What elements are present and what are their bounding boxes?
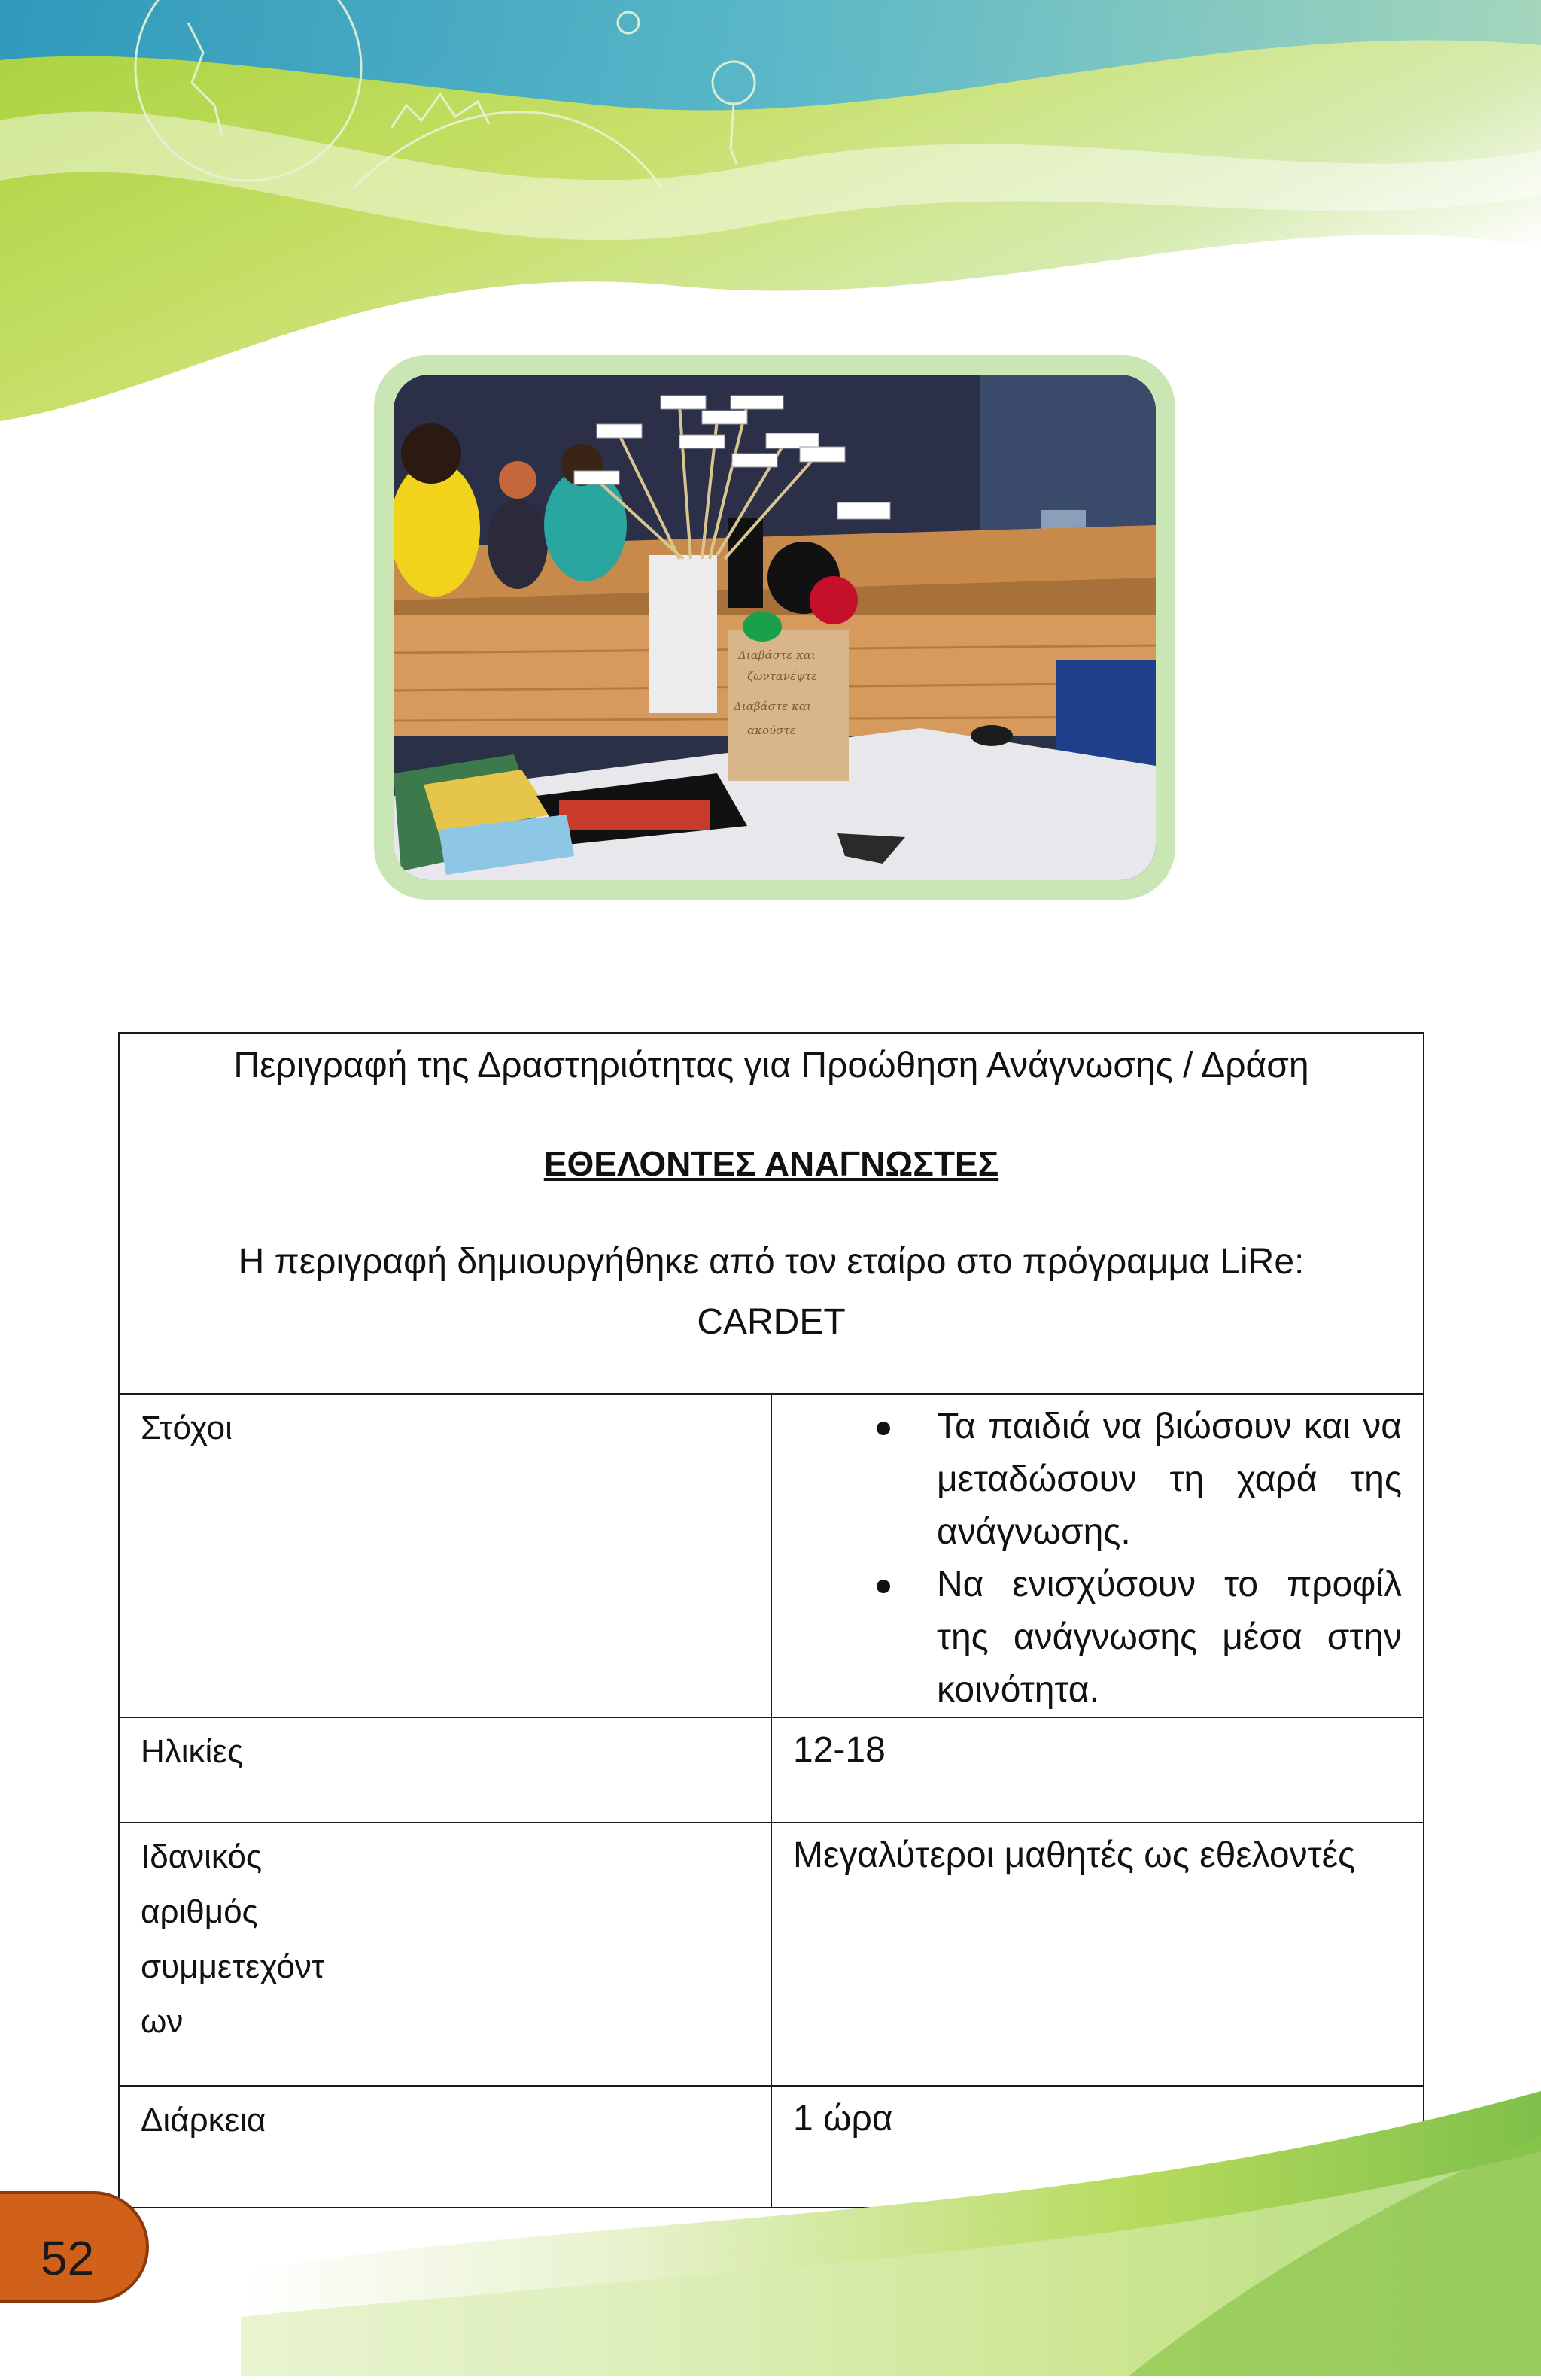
bullet-icon bbox=[877, 1422, 890, 1435]
activity-subtitle: Περιγραφή της Δραστηριότητας για Προώθηση Ανάγνωσης / Δράση bbox=[233, 1046, 1309, 1085]
label-line: Ιδανικός bbox=[141, 1838, 263, 1875]
ideal-participants-value: Μεγαλύτεροι μαθητές ως εθελοντές bbox=[771, 1823, 1424, 2086]
activity-header-cell bbox=[119, 1033, 1424, 1394]
goals-value bbox=[771, 1394, 1424, 1717]
activity-title: ΕΘΕΛΟΝΤΕΣ ΑΝΑΓΝΩΣΤΕΣ bbox=[543, 1144, 999, 1183]
box-sign-2: ζωντανέψτε bbox=[747, 669, 818, 683]
photo-frame bbox=[374, 355, 1175, 900]
bottom-decorative-banner bbox=[0, 2031, 1541, 2376]
goals-list bbox=[793, 1401, 1402, 1717]
page-number: 52 bbox=[41, 2231, 95, 2285]
source-line-1: Η περιγραφή δημιουργήθηκε από τον εταίρο στο πρόγραμμα LiRe: bbox=[238, 1242, 1305, 1282]
duration-value: 1 ώρα bbox=[771, 2086, 1424, 2208]
label-line: συμμετεχόντ bbox=[141, 1948, 325, 1985]
list-item bbox=[793, 1559, 1402, 1717]
box-sign-1: Διαβάστε και bbox=[738, 648, 816, 662]
activity-source-description bbox=[120, 1232, 1423, 1352]
goal-text: Τα παιδιά να βιώσουν και να μεταδώσουν τη χαρά της ανάγνωσης. bbox=[937, 1407, 1402, 1552]
goals-label: Στόχοι bbox=[119, 1394, 771, 1717]
ages-value: 12-18 bbox=[771, 1717, 1424, 1823]
table-row-ages bbox=[119, 1717, 1424, 1823]
label-line: αριθμός bbox=[141, 1893, 258, 1930]
bullet-icon bbox=[877, 1580, 890, 1593]
table-row-goals bbox=[119, 1394, 1424, 1717]
box-sign-3: Διαβάστε και bbox=[734, 700, 811, 713]
box-sign-4: ακούστε bbox=[747, 724, 796, 737]
reading-display-photo bbox=[394, 375, 1156, 880]
source-line-2: CARDET bbox=[697, 1302, 846, 1342]
goal-text: Να ενισχύσουν το προφίλ της ανάγνωσης μέσα στην κοινότητα. bbox=[937, 1565, 1402, 1710]
list-item bbox=[793, 1401, 1402, 1559]
ages-label: Ηλικίες bbox=[119, 1717, 771, 1823]
label-line: ων bbox=[141, 2003, 184, 2040]
duration-label: Διάρκεια bbox=[119, 2086, 771, 2208]
